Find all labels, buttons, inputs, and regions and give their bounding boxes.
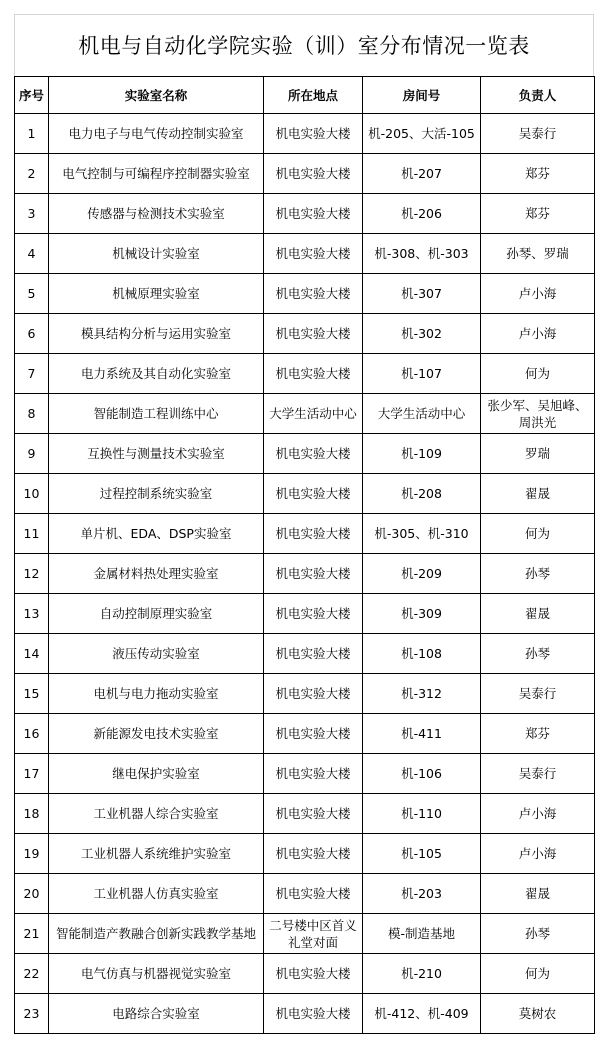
- cell-owner: 郑芬: [481, 154, 595, 194]
- header-name: 实验室名称: [49, 77, 264, 114]
- cell-room: 机-305、机-310: [363, 514, 481, 554]
- cell-owner: 翟晟: [481, 874, 595, 914]
- cell-no: 1: [15, 114, 49, 154]
- cell-no: 13: [15, 594, 49, 634]
- cell-room: 机-110: [363, 794, 481, 834]
- cell-location: 机电实验大楼: [264, 234, 363, 274]
- cell-lab-name: 机械设计实验室: [49, 234, 264, 274]
- cell-location: 机电实验大楼: [264, 514, 363, 554]
- table-row: [15, 114, 595, 154]
- cell-location: 机电实验大楼: [264, 314, 363, 354]
- cell-lab-name: 机械原理实验室: [49, 274, 264, 314]
- cell-room: 机-208: [363, 474, 481, 514]
- cell-location: 机电实验大楼: [264, 714, 363, 754]
- cell-no: 16: [15, 714, 49, 754]
- header-no: 序号: [15, 77, 49, 114]
- cell-room: 机-203: [363, 874, 481, 914]
- cell-no: 17: [15, 754, 49, 794]
- cell-no: 8: [15, 394, 49, 434]
- cell-lab-name: 电气仿真与机器视觉实验室: [49, 954, 264, 994]
- cell-no: 5: [15, 274, 49, 314]
- cell-no: 15: [15, 674, 49, 714]
- cell-lab-name: 新能源发电技术实验室: [49, 714, 264, 754]
- cell-lab-name: 金属材料热处理实验室: [49, 554, 264, 594]
- cell-lab-name: 工业机器人系统维护实验室: [49, 834, 264, 874]
- cell-location: 机电实验大楼: [264, 754, 363, 794]
- table-row: [15, 474, 595, 514]
- table-row: [15, 754, 595, 794]
- cell-room: 机-108: [363, 634, 481, 674]
- cell-room: 机-308、机-303: [363, 234, 481, 274]
- cell-room: 机-412、机-409: [363, 994, 481, 1034]
- cell-lab-name: 智能制造工程训练中心: [49, 394, 264, 434]
- cell-location: 机电实验大楼: [264, 954, 363, 994]
- cell-room: 机-411: [363, 714, 481, 754]
- cell-lab-name: 继电保护实验室: [49, 754, 264, 794]
- cell-room: 大学生活动中心: [363, 394, 481, 434]
- lab-distribution-sheet: [14, 14, 594, 1034]
- cell-location: 机电实验大楼: [264, 874, 363, 914]
- cell-lab-name: 互换性与测量技术实验室: [49, 434, 264, 474]
- table-row: [15, 594, 595, 634]
- cell-lab-name: 传感器与检测技术实验室: [49, 194, 264, 234]
- table-row: [15, 194, 595, 234]
- cell-location: 机电实验大楼: [264, 794, 363, 834]
- cell-location: 机电实验大楼: [264, 354, 363, 394]
- cell-location: 机电实验大楼: [264, 154, 363, 194]
- cell-room: 机-312: [363, 674, 481, 714]
- cell-lab-name: 智能制造产教融合创新实践教学基地: [49, 914, 264, 954]
- cell-room: 机-302: [363, 314, 481, 354]
- table-row: [15, 234, 595, 274]
- cell-no: 11: [15, 514, 49, 554]
- cell-room: 机-107: [363, 354, 481, 394]
- cell-owner: 吴泰行: [481, 754, 595, 794]
- cell-no: 10: [15, 474, 49, 514]
- table-row: [15, 514, 595, 554]
- cell-no: 7: [15, 354, 49, 394]
- cell-no: 3: [15, 194, 49, 234]
- cell-owner: 卢小海: [481, 834, 595, 874]
- cell-room: 机-105: [363, 834, 481, 874]
- cell-location: 机电实验大楼: [264, 474, 363, 514]
- cell-owner: 吴泰行: [481, 674, 595, 714]
- cell-lab-name: 单片机、EDA、DSP实验室: [49, 514, 264, 554]
- cell-location: 机电实验大楼: [264, 994, 363, 1034]
- table-row: [15, 394, 595, 434]
- table-row: [15, 834, 595, 874]
- table-row: [15, 874, 595, 914]
- table-row: [15, 714, 595, 754]
- cell-no: 14: [15, 634, 49, 674]
- cell-room: 模-制造基地: [363, 914, 481, 954]
- cell-owner: 何为: [481, 354, 595, 394]
- cell-room: 机-106: [363, 754, 481, 794]
- table-row: [15, 154, 595, 194]
- cell-lab-name: 模具结构分析与运用实验室: [49, 314, 264, 354]
- cell-owner: 何为: [481, 514, 595, 554]
- cell-no: 20: [15, 874, 49, 914]
- cell-location: 大学生活动中心: [264, 394, 363, 434]
- cell-no: 9: [15, 434, 49, 474]
- table-row: [15, 554, 595, 594]
- cell-lab-name: 工业机器人综合实验室: [49, 794, 264, 834]
- page-title: 机电与自动化学院实验（训）室分布情况一览表: [14, 14, 594, 76]
- header-room: 房间号: [363, 77, 481, 114]
- cell-lab-name: 电气控制与可编程序控制器实验室: [49, 154, 264, 194]
- table-row: [15, 674, 595, 714]
- cell-location: 机电实验大楼: [264, 634, 363, 674]
- cell-location: 机电实验大楼: [264, 114, 363, 154]
- cell-owner: 郑芬: [481, 194, 595, 234]
- cell-owner: 郑芬: [481, 714, 595, 754]
- table-row: [15, 794, 595, 834]
- cell-lab-name: 电机与电力拖动实验室: [49, 674, 264, 714]
- table-row: [15, 994, 595, 1034]
- header-location: 所在地点: [264, 77, 363, 114]
- lab-table: [14, 76, 595, 1034]
- cell-owner: 卢小海: [481, 274, 595, 314]
- cell-no: 12: [15, 554, 49, 594]
- cell-location: 机电实验大楼: [264, 274, 363, 314]
- cell-lab-name: 自动控制原理实验室: [49, 594, 264, 634]
- cell-owner: 孙琴: [481, 634, 595, 674]
- cell-location: 机电实验大楼: [264, 834, 363, 874]
- cell-lab-name: 电路综合实验室: [49, 994, 264, 1034]
- cell-location: 机电实验大楼: [264, 554, 363, 594]
- header-row: [15, 77, 595, 114]
- cell-no: 2: [15, 154, 49, 194]
- cell-room: 机-309: [363, 594, 481, 634]
- cell-no: 22: [15, 954, 49, 994]
- cell-no: 23: [15, 994, 49, 1034]
- cell-no: 21: [15, 914, 49, 954]
- cell-no: 19: [15, 834, 49, 874]
- table-row: [15, 354, 595, 394]
- cell-location: 机电实验大楼: [264, 434, 363, 474]
- cell-owner: 何为: [481, 954, 595, 994]
- cell-room: 机-109: [363, 434, 481, 474]
- cell-owner: 莫树农: [481, 994, 595, 1034]
- table-row: [15, 634, 595, 674]
- header-owner: 负责人: [481, 77, 595, 114]
- cell-room: 机-307: [363, 274, 481, 314]
- cell-location: 机电实验大楼: [264, 594, 363, 634]
- cell-owner: 翟晟: [481, 474, 595, 514]
- cell-no: 18: [15, 794, 49, 834]
- cell-room: 机-209: [363, 554, 481, 594]
- cell-location: 机电实验大楼: [264, 674, 363, 714]
- table-row: [15, 914, 595, 954]
- cell-lab-name: 过程控制系统实验室: [49, 474, 264, 514]
- cell-owner: 吴泰行: [481, 114, 595, 154]
- cell-lab-name: 电力系统及其自动化实验室: [49, 354, 264, 394]
- table-row: [15, 954, 595, 994]
- cell-lab-name: 工业机器人仿真实验室: [49, 874, 264, 914]
- cell-owner: 翟晟: [481, 594, 595, 634]
- cell-location: 机电实验大楼: [264, 194, 363, 234]
- cell-room: 机-206: [363, 194, 481, 234]
- cell-room: 机-205、大活-105: [363, 114, 481, 154]
- cell-room: 机-210: [363, 954, 481, 994]
- cell-no: 6: [15, 314, 49, 354]
- cell-owner: 卢小海: [481, 314, 595, 354]
- cell-owner: 卢小海: [481, 794, 595, 834]
- cell-owner: 罗瑞: [481, 434, 595, 474]
- table-row: [15, 274, 595, 314]
- cell-lab-name: 液压传动实验室: [49, 634, 264, 674]
- cell-no: 4: [15, 234, 49, 274]
- cell-owner: 孙琴、罗瑞: [481, 234, 595, 274]
- table-row: [15, 314, 595, 354]
- table-row: [15, 434, 595, 474]
- cell-lab-name: 电力电子与电气传动控制实验室: [49, 114, 264, 154]
- cell-owner: 孙琴: [481, 554, 595, 594]
- cell-owner: 孙琴: [481, 914, 595, 954]
- cell-owner: 张少军、吴旭峰、周洪光: [481, 394, 595, 434]
- cell-location: 二号楼中区首义礼堂对面: [264, 914, 363, 954]
- cell-room: 机-207: [363, 154, 481, 194]
